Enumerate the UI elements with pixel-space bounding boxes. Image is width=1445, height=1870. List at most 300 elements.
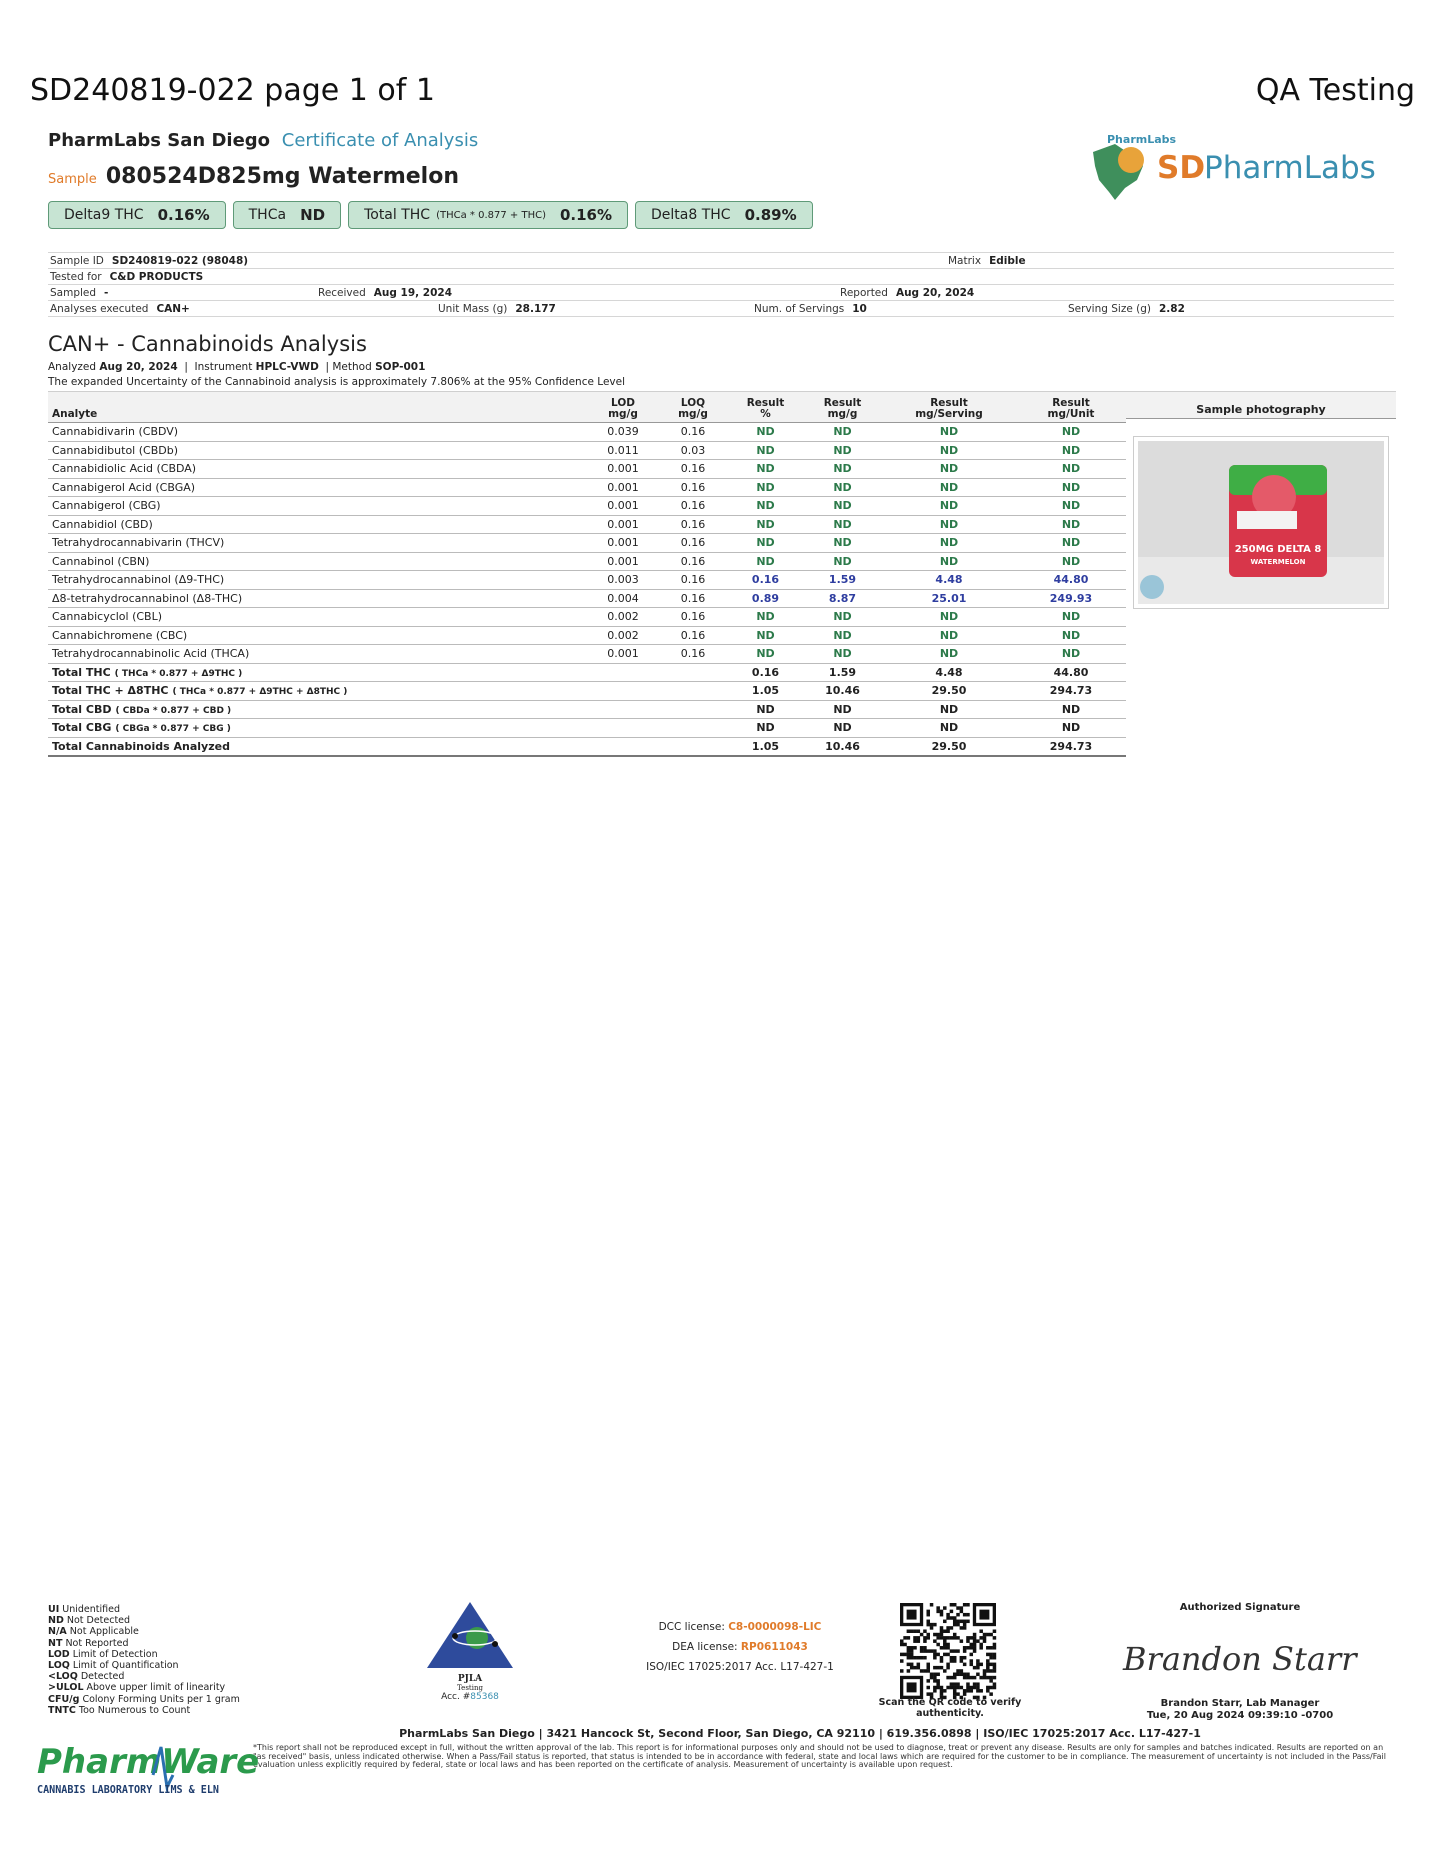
signature-image bbox=[1115, 1630, 1365, 1685]
meta-key: Analyses executed bbox=[50, 303, 149, 315]
result-cell: ND bbox=[1016, 626, 1126, 645]
result-cell: 8.87 bbox=[803, 589, 882, 608]
method: SOP-001 bbox=[375, 361, 426, 373]
qa-testing-title: QA Testing bbox=[1255, 73, 1415, 108]
table-row bbox=[48, 534, 1126, 553]
abbreviation-legend bbox=[48, 1604, 240, 1716]
table-row bbox=[48, 423, 1126, 442]
total-value: 0.16 bbox=[728, 663, 803, 682]
pjla-sub: Testing bbox=[457, 1684, 483, 1692]
legend-text: Above upper limit of linearity bbox=[86, 1682, 226, 1694]
result-cell: 0.001 bbox=[588, 478, 658, 497]
column-header-line: mg/g bbox=[827, 408, 858, 420]
analyte-name: Cannabidiolic Acid (CBDA) bbox=[48, 460, 588, 479]
summary-value: 0.16% bbox=[559, 206, 613, 224]
reported: Aug 20, 2024 bbox=[895, 287, 975, 299]
result-cell: ND bbox=[803, 423, 882, 442]
signature-script: Brandon Starr bbox=[1123, 1640, 1357, 1678]
result-cell: ND bbox=[728, 534, 803, 553]
result-cell: 249.93 bbox=[1016, 589, 1126, 608]
result-cell: ND bbox=[882, 534, 1016, 553]
meta-row bbox=[48, 300, 1394, 317]
result-cell: ND bbox=[728, 497, 803, 516]
result-cell: 4.48 bbox=[882, 571, 1016, 590]
legend-item bbox=[48, 1649, 240, 1660]
meta-key: Tested for bbox=[50, 271, 102, 283]
total-name bbox=[48, 737, 588, 756]
result-cell: ND bbox=[728, 441, 803, 460]
analyte-name: Tetrahydrocannabinol (Δ9-THC) bbox=[48, 571, 588, 590]
result-cell: ND bbox=[1016, 534, 1126, 553]
legend-abbr: CFU/g bbox=[48, 1693, 80, 1705]
lab-address: PharmLabs San Diego | 3421 Hancock St, Second Floor, San Diego, CA 92110 | 619.356.0898 | ISO/IEC 17025:2017 Acc. L17-427-1 bbox=[399, 1727, 1201, 1740]
tested-for: C&D PRODUCTS bbox=[109, 271, 204, 283]
analyte-name: Cannabidibutol (CBDb) bbox=[48, 441, 588, 460]
result-cell: ND bbox=[728, 423, 803, 442]
total-formula: ( CBDa * 0.877 + CBD ) bbox=[115, 705, 232, 716]
empty-cell bbox=[588, 719, 658, 738]
result-cell: ND bbox=[1016, 441, 1126, 460]
disclaimer: *This report shall not be reproduced except in full, without the written approval of the lab. This report is for informational purposes only and should not be used to diagnose, treat or prevent any disease. Results are only for samples and batches indicated. Results are reported on an "as received" basis, unless indicated otherwise. When a Pass/Fail status is reported, that status is intended to be in accordance with federal, state and local laws which are required for the customer to be in compliance. The measurement of uncertainty is not included in the Pass/Fail evaluation unless explicitly required by federal, state or local laws and has been reported on the certificate of analysis. Measurement of uncertainty is available upon request. bbox=[253, 1743, 1386, 1769]
empty-cell bbox=[658, 663, 728, 682]
qr-caption: Scan the QR code to verify authenticity. bbox=[878, 1697, 1022, 1719]
summary-label: Delta8 THC bbox=[651, 207, 731, 223]
meta-row bbox=[48, 252, 1394, 268]
legend-abbr: N/A bbox=[48, 1626, 67, 1638]
result-cell: ND bbox=[882, 626, 1016, 645]
num-servings: 10 bbox=[852, 303, 867, 315]
analyte-name: Cannabinol (CBN) bbox=[48, 552, 588, 571]
total-value: ND bbox=[728, 700, 803, 719]
legend-text: Too Numerous to Count bbox=[78, 1704, 191, 1716]
dcc-license bbox=[600, 1617, 880, 1637]
result-cell: ND bbox=[728, 626, 803, 645]
table-row bbox=[48, 497, 1126, 516]
total-name bbox=[48, 682, 588, 701]
pjla-name: PJLA bbox=[457, 1674, 483, 1684]
total-row bbox=[48, 663, 1126, 682]
legend-text: Not Applicable bbox=[69, 1626, 139, 1638]
legend-text: Limit of Detection bbox=[72, 1648, 158, 1660]
doc-type: Certificate of Analysis bbox=[281, 130, 479, 151]
legend-item bbox=[48, 1638, 240, 1649]
summary-note: (THCa * 0.877 + THC) bbox=[436, 209, 546, 221]
total-value: ND bbox=[1016, 700, 1126, 719]
analysis-title: CAN+ - Cannabinoids Analysis bbox=[48, 332, 367, 356]
analyte-name: Cannabigerol Acid (CBGA) bbox=[48, 478, 588, 497]
table-header-row bbox=[48, 392, 1126, 423]
column-header-line: mg/Serving bbox=[915, 408, 983, 420]
total-name bbox=[48, 719, 588, 738]
meta-row bbox=[48, 268, 1394, 284]
column-header bbox=[728, 392, 803, 423]
watermark-logo-icon bbox=[1140, 575, 1164, 599]
logo-text-sd: SD bbox=[1157, 150, 1206, 186]
legend-item bbox=[48, 1705, 240, 1716]
column-header-line: Result bbox=[746, 397, 785, 409]
total-formula: ( THCa * 0.877 + Δ9THC ) bbox=[114, 668, 243, 679]
iso-accreditation: ISO/IEC 17025:2017 Acc. L17-427-1 bbox=[646, 1661, 834, 1673]
total-label: Total CBG bbox=[52, 721, 112, 735]
sample-photography-header: Sample photography bbox=[1126, 391, 1396, 419]
analyzed-label: Analyzed bbox=[48, 361, 97, 373]
sample-photo-image bbox=[1134, 437, 1388, 608]
result-cell: 0.004 bbox=[588, 589, 658, 608]
result-cell: ND bbox=[882, 645, 1016, 664]
result-cell: 44.80 bbox=[1016, 571, 1126, 590]
cannabinoid-results-table bbox=[48, 391, 1126, 757]
legend-abbr: NT bbox=[48, 1637, 63, 1649]
legend-item bbox=[48, 1626, 240, 1637]
result-cell: 0.001 bbox=[588, 552, 658, 571]
analyte-name: Cannabicyclol (CBL) bbox=[48, 608, 588, 627]
sampled: - bbox=[104, 287, 109, 299]
legend-item bbox=[48, 1615, 240, 1626]
summary-label: Delta9 THC bbox=[64, 207, 144, 223]
result-cell: ND bbox=[1016, 608, 1126, 627]
dcc-label: DCC license: bbox=[658, 1621, 725, 1633]
uncertainty-note: The expanded Uncertainty of the Cannabinoid analysis is approximately 7.806% at the 95% Confidence Level bbox=[48, 376, 626, 388]
result-cell: 0.16 bbox=[658, 608, 728, 627]
result-cell: ND bbox=[728, 460, 803, 479]
analyte-name: Tetrahydrocannabivarin (THCV) bbox=[48, 534, 588, 553]
total-value: 294.73 bbox=[1016, 737, 1126, 756]
empty-cell bbox=[588, 682, 658, 701]
signer-name: Brandon Starr, Lab Manager bbox=[1160, 1698, 1320, 1709]
sdpharmlabs-logo bbox=[1085, 130, 1395, 205]
meta-row bbox=[48, 284, 1394, 300]
result-cell: ND bbox=[882, 497, 1016, 516]
analyte-name: Cannabigerol (CBG) bbox=[48, 497, 588, 516]
result-cell: ND bbox=[728, 608, 803, 627]
report-id-page: SD240819-022 page 1 of 1 bbox=[30, 73, 435, 108]
empty-cell bbox=[588, 663, 658, 682]
result-cell: 1.59 bbox=[803, 571, 882, 590]
result-cell: ND bbox=[882, 552, 1016, 571]
result-cell: ND bbox=[882, 460, 1016, 479]
legend-abbr: UI bbox=[48, 1604, 60, 1615]
meta-key: Serving Size (g) bbox=[1068, 303, 1151, 315]
table-row bbox=[48, 626, 1126, 645]
result-cell: ND bbox=[1016, 478, 1126, 497]
column-header bbox=[1016, 392, 1126, 423]
total-value: ND bbox=[1016, 719, 1126, 738]
result-cell: ND bbox=[882, 515, 1016, 534]
total-value: 294.73 bbox=[1016, 682, 1126, 701]
column-header bbox=[48, 392, 588, 423]
result-cell: ND bbox=[882, 441, 1016, 460]
summary-value: 0.89% bbox=[744, 206, 797, 224]
total-formula: ( THCa * 0.877 + Δ9THC + Δ8THC ) bbox=[172, 687, 348, 698]
analyte-name: Cannabichromene (CBC) bbox=[48, 626, 588, 645]
signature-header: Authorized Signature bbox=[1179, 1602, 1301, 1613]
sample-photo bbox=[1133, 436, 1389, 609]
instrument-label: Instrument bbox=[194, 361, 253, 373]
sample-name: 080524D825mg Watermelon bbox=[105, 164, 459, 189]
legend-abbr: >ULOL bbox=[48, 1682, 84, 1694]
analyses-executed: CAN+ bbox=[156, 303, 190, 315]
legend-text: Limit of Quantification bbox=[72, 1660, 179, 1672]
result-cell: ND bbox=[803, 608, 882, 627]
result-cell: ND bbox=[803, 626, 882, 645]
signer bbox=[1120, 1698, 1360, 1722]
dea-number: RP0611043 bbox=[740, 1641, 808, 1653]
legend-abbr: ND bbox=[48, 1615, 64, 1627]
result-cell: ND bbox=[1016, 515, 1126, 534]
analyte-name: Δ8-tetrahydrocannabinol (Δ8-THC) bbox=[48, 589, 588, 608]
sample-line bbox=[48, 164, 459, 189]
result-cell: 0.001 bbox=[588, 497, 658, 516]
result-cell: ND bbox=[1016, 497, 1126, 516]
table-row bbox=[48, 571, 1126, 590]
result-cell: ND bbox=[882, 423, 1016, 442]
legend-text: Detected bbox=[80, 1671, 125, 1683]
result-cell: ND bbox=[728, 515, 803, 534]
total-name bbox=[48, 700, 588, 719]
result-cell: ND bbox=[803, 441, 882, 460]
meta-key: Reported bbox=[840, 287, 888, 299]
analyte-name: Tetrahydrocannabinolic Acid (THCA) bbox=[48, 645, 588, 664]
qr-code-icon[interactable] bbox=[900, 1603, 996, 1699]
result-cell: ND bbox=[803, 460, 882, 479]
legend-text: Not Reported bbox=[65, 1637, 129, 1649]
signature-date: Tue, 20 Aug 2024 09:39:10 -0700 bbox=[1146, 1710, 1334, 1721]
column-header-line: LOD bbox=[611, 397, 635, 409]
legend-abbr: TNTC bbox=[48, 1704, 76, 1716]
total-value: ND bbox=[803, 700, 882, 719]
total-name bbox=[48, 663, 588, 682]
summary-pill bbox=[48, 201, 226, 229]
summary-pill bbox=[635, 201, 813, 229]
total-value: 29.50 bbox=[882, 682, 1016, 701]
result-cell: 0.16 bbox=[658, 497, 728, 516]
table-row bbox=[48, 515, 1126, 534]
legend-abbr: LOQ bbox=[48, 1660, 70, 1672]
result-cell: 0.002 bbox=[588, 608, 658, 627]
result-cell: 0.16 bbox=[658, 534, 728, 553]
legend-item bbox=[48, 1694, 240, 1705]
column-header-line: mg/g bbox=[678, 408, 708, 420]
result-cell: 0.011 bbox=[588, 441, 658, 460]
result-cell: 0.16 bbox=[658, 552, 728, 571]
total-value: 4.48 bbox=[882, 663, 1016, 682]
total-label: Total THC + Δ8THC bbox=[52, 684, 169, 698]
meta-key: Num. of Servings bbox=[754, 303, 845, 315]
lab-name: PharmLabs San Diego bbox=[48, 130, 271, 151]
analyte-name: Cannabidivarin (CBDV) bbox=[48, 423, 588, 442]
total-value: 29.50 bbox=[882, 737, 1016, 756]
total-label: Total Cannabinoids Analyzed bbox=[52, 739, 230, 753]
legend-text: Unidentified bbox=[62, 1604, 120, 1615]
result-cell: ND bbox=[1016, 552, 1126, 571]
summary-pills bbox=[48, 201, 813, 229]
total-label: Total CBD bbox=[52, 702, 112, 716]
legend-item bbox=[48, 1604, 240, 1615]
result-cell: 0.03 bbox=[658, 441, 728, 460]
empty-cell bbox=[658, 719, 728, 738]
table-row bbox=[48, 589, 1126, 608]
table-row bbox=[48, 608, 1126, 627]
sample-meta bbox=[48, 252, 1394, 317]
total-row bbox=[48, 737, 1126, 756]
pharmware-logo bbox=[35, 1735, 260, 1805]
pjla-acc-label: Acc. # bbox=[441, 1692, 471, 1702]
empty-cell bbox=[658, 737, 728, 756]
total-value: 1.59 bbox=[803, 663, 882, 682]
table-row bbox=[48, 645, 1126, 664]
result-cell: ND bbox=[803, 534, 882, 553]
dea-license bbox=[600, 1637, 880, 1657]
result-cell: 0.16 bbox=[658, 460, 728, 479]
lab-line bbox=[48, 130, 478, 151]
dcc-number: C8-0000098-LIC bbox=[728, 1621, 822, 1633]
result-cell: ND bbox=[803, 497, 882, 516]
pjla-accreditation bbox=[425, 1600, 515, 1705]
meta-key: Sample ID bbox=[50, 255, 104, 267]
column-header-line: mg/Unit bbox=[1047, 408, 1095, 420]
column-header-line: Analyte bbox=[52, 408, 98, 420]
result-cell: ND bbox=[882, 478, 1016, 497]
total-value: 1.05 bbox=[728, 737, 803, 756]
result-cell: 0.001 bbox=[588, 460, 658, 479]
pharmware-tagline: CANNABIS LABORATORY LIMS & ELN bbox=[37, 1783, 219, 1796]
total-value: ND bbox=[882, 700, 1016, 719]
meta-key: Received bbox=[318, 287, 366, 299]
result-cell: 0.001 bbox=[588, 645, 658, 664]
result-cell: ND bbox=[1016, 460, 1126, 479]
result-cell: 0.89 bbox=[728, 589, 803, 608]
summary-pill bbox=[348, 201, 628, 229]
pjla-acc-number: 85368 bbox=[470, 1692, 499, 1702]
empty-cell bbox=[588, 700, 658, 719]
pjla-logo-icon bbox=[425, 1600, 515, 1670]
column-header-line: Result bbox=[823, 397, 862, 409]
total-value: 10.46 bbox=[803, 682, 882, 701]
total-row bbox=[48, 700, 1126, 719]
meta-key: Sampled bbox=[50, 287, 97, 299]
result-cell: 0.16 bbox=[658, 571, 728, 590]
summary-label: THCa bbox=[248, 207, 287, 223]
instrument: HPLC-VWD bbox=[255, 361, 319, 373]
summary-value: 0.16% bbox=[157, 206, 210, 224]
table-row bbox=[48, 441, 1126, 460]
result-cell: 0.16 bbox=[658, 589, 728, 608]
result-cell: 0.16 bbox=[658, 515, 728, 534]
empty-cell bbox=[658, 682, 728, 701]
table-row bbox=[48, 478, 1126, 497]
column-header-line: LOQ bbox=[680, 397, 706, 409]
result-cell: 0.039 bbox=[588, 423, 658, 442]
total-value: 1.05 bbox=[728, 682, 803, 701]
total-value: 44.80 bbox=[1016, 663, 1126, 682]
table-row bbox=[48, 460, 1126, 479]
sample-id: SD240819-022 (98048) bbox=[111, 255, 249, 267]
serving-size: 2.82 bbox=[1158, 303, 1185, 315]
legend-item bbox=[48, 1682, 240, 1693]
result-cell: 0.001 bbox=[588, 534, 658, 553]
total-value: ND bbox=[803, 719, 882, 738]
total-row bbox=[48, 682, 1126, 701]
pharmware-brand: PharmWare bbox=[37, 1742, 260, 1782]
column-header bbox=[588, 392, 658, 423]
result-cell: 0.16 bbox=[658, 423, 728, 442]
legend-abbr: LOD bbox=[48, 1648, 70, 1660]
summary-pill bbox=[233, 201, 341, 229]
analyte-name: Cannabidiol (CBD) bbox=[48, 515, 588, 534]
result-cell: ND bbox=[1016, 645, 1126, 664]
legend-text: Not Detected bbox=[66, 1615, 131, 1627]
total-label: Total THC bbox=[52, 665, 111, 679]
pjla-acc bbox=[425, 1692, 515, 1702]
column-header-line: mg/g bbox=[608, 408, 638, 420]
result-cell: ND bbox=[803, 552, 882, 571]
result-cell: ND bbox=[803, 645, 882, 664]
dea-label: DEA license: bbox=[672, 1641, 738, 1653]
result-cell: ND bbox=[728, 478, 803, 497]
legend-text: Colony Forming Units per 1 gram bbox=[82, 1693, 240, 1705]
empty-cell bbox=[658, 700, 728, 719]
result-cell: 0.16 bbox=[728, 571, 803, 590]
total-value: ND bbox=[728, 719, 803, 738]
sample-label: Sample bbox=[48, 172, 97, 187]
legend-item bbox=[48, 1671, 240, 1682]
total-row bbox=[48, 719, 1126, 738]
column-header bbox=[882, 392, 1016, 423]
analyzed-date: Aug 20, 2024 bbox=[99, 361, 178, 373]
package-text: WATERMELON bbox=[1250, 558, 1306, 566]
matrix: Edible bbox=[989, 255, 1026, 267]
column-header-line: Result bbox=[930, 397, 968, 409]
analysis-meta: Analyzed Aug 20, 2024 | Instrument HPLC-VWD | Method SOP-001 bbox=[48, 361, 426, 373]
result-cell: ND bbox=[728, 552, 803, 571]
method-label: Method bbox=[332, 361, 372, 373]
result-cell: ND bbox=[728, 645, 803, 664]
total-formula: ( CBGa * 0.877 + CBG ) bbox=[115, 724, 231, 735]
summary-label: Total THC bbox=[364, 207, 431, 223]
result-cell: 0.003 bbox=[588, 571, 658, 590]
result-cell: ND bbox=[803, 478, 882, 497]
logo-small-text: PharmLabs bbox=[1107, 133, 1177, 146]
table-row bbox=[48, 552, 1126, 571]
total-value: 10.46 bbox=[803, 737, 882, 756]
result-cell: ND bbox=[882, 608, 1016, 627]
meta-key: Matrix bbox=[948, 255, 982, 267]
column-header bbox=[803, 392, 882, 423]
sun-icon bbox=[1118, 147, 1144, 173]
summary-value: ND bbox=[300, 206, 326, 224]
result-cell: 0.002 bbox=[588, 626, 658, 645]
result-cell: ND bbox=[803, 515, 882, 534]
column-header-line: % bbox=[760, 408, 771, 420]
legend-item bbox=[48, 1660, 240, 1671]
result-cell: ND bbox=[1016, 423, 1126, 442]
legend-abbr: <LOQ bbox=[48, 1671, 78, 1683]
result-cell: 0.16 bbox=[658, 626, 728, 645]
result-cell: 0.16 bbox=[658, 478, 728, 497]
result-cell: 25.01 bbox=[882, 589, 1016, 608]
licenses bbox=[600, 1617, 880, 1677]
total-value: ND bbox=[882, 719, 1016, 738]
empty-cell bbox=[588, 737, 658, 756]
meta-key: Unit Mass (g) bbox=[438, 303, 508, 315]
package-text: 250MG DELTA 8 bbox=[1234, 544, 1322, 555]
logo-text-main: PharmLabs bbox=[1204, 150, 1376, 186]
received: Aug 19, 2024 bbox=[373, 287, 453, 299]
column-header bbox=[658, 392, 728, 423]
unit-mass: 28.177 bbox=[515, 303, 556, 315]
result-cell: 0.001 bbox=[588, 515, 658, 534]
result-cell: 0.16 bbox=[658, 645, 728, 664]
